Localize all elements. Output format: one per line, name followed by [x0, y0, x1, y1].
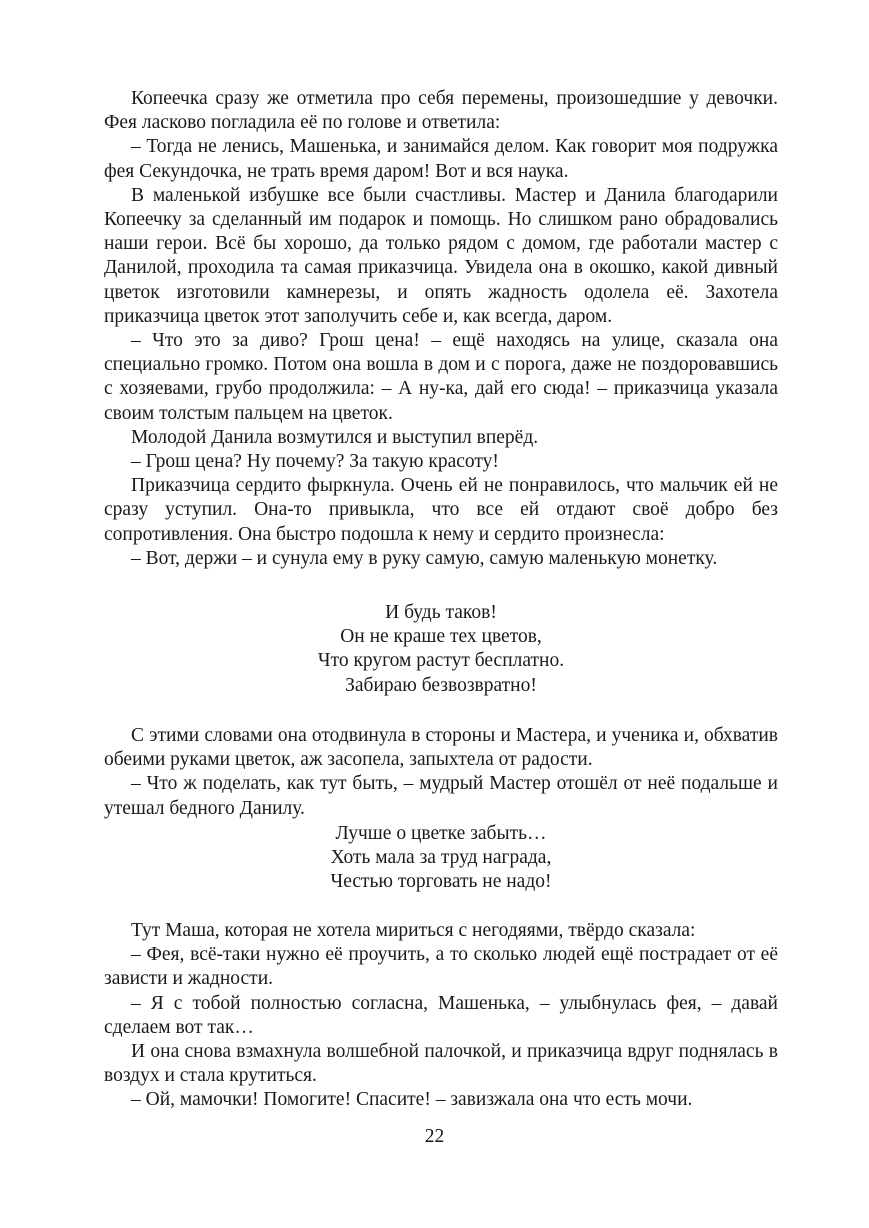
paragraph: В маленькой избушке все были счастливы. Мастер и Данила благодарили Копеечку за сделанный им подарок и помощь. Но слишком рано обрадовались наши герои. Всё бы хорошо, да только рядом с домом, где работали мастер с Данилой, проходила та самая приказчица. Увидела она в окошко, какой дивный цветок изготовили камнерезы, и опять жадность одолела её. Захотела приказчица цветок этот заполучить себе и, как всегда, даром. — [104, 184, 778, 327]
verse-1 — [104, 601, 778, 698]
prose-block-3 — [104, 919, 778, 1113]
verse-2 — [104, 822, 778, 895]
paragraph: – Что это за диво? Грош цена! – ещё находясь на улице, сказала она специально громко. Потом она вошла в дом и с порога, даже не поздоровавшись с хозяевами, грубо продолжила: – А ну-ка, дай его сюда! – приказчица указала своим толстым пальцем на цветок. — [104, 330, 778, 424]
paragraph: – Вот, держи – и сунула ему в руку самую, самую маленькую монетку. — [131, 547, 718, 569]
verse-line: И будь таков! — [385, 602, 497, 623]
paragraph: – Грош цена? Ну почему? За такую красоту! — [131, 451, 499, 473]
verse-line: Лучше о цветке забыть… — [335, 823, 547, 844]
paragraph: Молодой Данила возмутился и выступил вперёд. — [131, 426, 539, 448]
prose-block-1 — [104, 87, 778, 571]
paragraph: – Фея, всё-таки нужно её проучить, а то сколько людей ещё пострадает от её зависти и жадности. — [104, 944, 778, 990]
paragraph: Копеечка сразу же отметила про себя перемены, произошедшие у девочки. Фея ласково погладила её по голове и ответила: — [104, 88, 778, 134]
paragraph: Приказчица сердито фыркнула. Очень ей не понравилось, что мальчик ей не сразу уступил. Она-то привыкла, что все ей отдают своё добро без сопротивления. Она быстро подошла к нему и сердито произнесла: — [104, 475, 778, 545]
paragraph: – Я с тобой полностью согласна, Машенька, – улыбнулась фея, – давай сделаем вот так… — [104, 992, 778, 1038]
verse-line: Хоть мала за труд награда, — [330, 847, 552, 869]
paragraph: С этими словами она отодвинула в стороны и Мастера, и ученика и, обхватив обеими руками цветок, аж засопела, запыхтела от радости. — [104, 725, 778, 771]
paragraph: И она снова взмахнула волшебной палочкой, и приказчица вдруг поднялась в воздух и стала крутиться. — [104, 1041, 778, 1087]
prose-block-2 — [104, 724, 778, 821]
verse-line: Что кругом растут бесплатно. — [317, 650, 565, 672]
paragraph: – Что ж поделать, как тут быть, – мудрый Мастер отошёл от неё подальше и утешал бедного Данилу. — [104, 773, 778, 819]
page-number: 22 — [424, 1126, 445, 1147]
verse-line: Забираю безвозвратно! — [345, 674, 537, 696]
verse-line: Честью торговать не надо! — [330, 871, 552, 893]
paragraph: – Ой, мамочки! Помогите! Спасите! – завизжала она что есть мочи. — [131, 1089, 693, 1111]
paragraph: – Тогда не ленись, Машенька, и занимайся делом. Как говорит моя подружка фея Секундочка, не трать время даром! Вот и вся наука. — [104, 136, 778, 182]
verse-line: Он не краше тех цветов, — [340, 626, 542, 648]
paragraph: Тут Маша, которая не хотела мириться с негодяями, твёрдо сказала: — [131, 920, 696, 941]
